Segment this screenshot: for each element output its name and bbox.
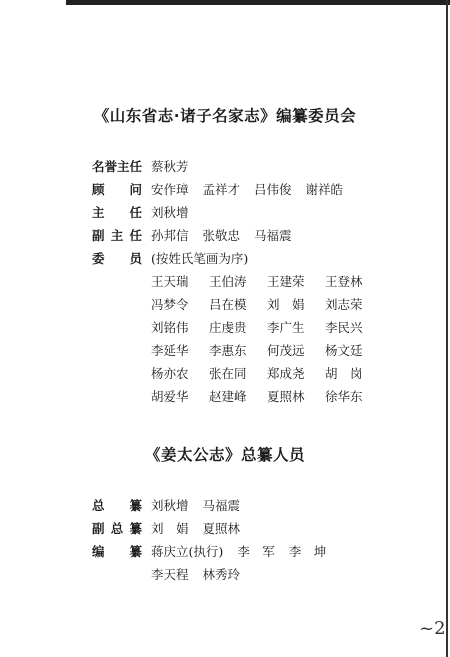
member-name: 王天瑞: [151, 274, 189, 289]
page-corner-mark: ~2: [419, 618, 446, 639]
member-name: 刘志荣: [325, 297, 363, 312]
person-name: 刘秋增: [151, 498, 189, 513]
person-name: 孙邦信: [151, 228, 189, 243]
member-name: 王登林: [325, 274, 363, 289]
name-list: [151, 496, 254, 514]
name-list: [151, 565, 254, 583]
name-list: [151, 203, 203, 221]
member-name: 王伯涛: [209, 274, 247, 289]
person-name: 刘 娟: [151, 521, 189, 536]
person-name: 张敬忠: [202, 228, 241, 243]
person-name: 夏照林: [202, 521, 241, 536]
person-name: 吕伟俊: [254, 182, 292, 197]
member-name: 冯梦令: [151, 297, 189, 312]
member-row: [151, 295, 383, 313]
person-name: 李天程: [151, 567, 189, 582]
member-name: 赵建峰: [209, 389, 247, 404]
role-label: 编 纂: [92, 544, 142, 559]
name-list: [151, 180, 357, 198]
page-right-edge: [446, 0, 448, 657]
committee-title: 《山东省志·诸子名家志》编纂委员会: [93, 107, 357, 125]
name-list: [151, 249, 262, 267]
member-name: 胡 岗: [325, 366, 363, 381]
member-name: 张在同: [209, 366, 247, 381]
member-name: 刘 娟: [267, 297, 305, 312]
person-name: (按姓氏笔画为序): [151, 251, 249, 266]
role-label: 副 总 纂: [92, 521, 142, 536]
person-name: 李 军: [237, 544, 275, 559]
person-name: 林秀玲: [202, 567, 241, 582]
name-list: [151, 519, 254, 537]
member-name: 李惠东: [209, 343, 247, 358]
member-name: 李广生: [267, 320, 305, 335]
member-row: [151, 272, 383, 290]
person-name: 李 坤: [288, 544, 327, 559]
member-name: 李延华: [151, 343, 189, 358]
staff-title: 《姜太公志》总纂人员: [144, 446, 305, 464]
member-name: 吕在模: [209, 297, 247, 312]
person-name: 蒋庆立(执行): [151, 544, 224, 559]
person-name: 马福震: [202, 498, 241, 513]
name-list: [151, 226, 306, 244]
member-name: 杨文廷: [325, 343, 363, 358]
member-name: 夏照林: [267, 389, 305, 404]
name-list: [151, 542, 340, 560]
role-label: 总 纂: [92, 498, 142, 513]
person-name: 谢祥皓: [305, 182, 344, 197]
member-row: [151, 364, 383, 382]
member-name: 郑成尧: [267, 366, 305, 381]
member-name: 胡爱华: [151, 389, 189, 404]
member-row: [151, 318, 383, 336]
top-border-rule: [66, 0, 450, 5]
person-name: 马福震: [254, 228, 292, 243]
role-label: 顾 问: [92, 182, 142, 197]
member-row: [151, 387, 383, 405]
member-name: 徐华东: [325, 389, 363, 404]
person-name: 安作璋: [151, 182, 189, 197]
person-name: 蔡秋芳: [151, 159, 189, 174]
member-name: 王建荣: [267, 274, 305, 289]
role-label: 名 誉 主 任: [92, 159, 143, 174]
role-label: 委 员: [92, 251, 142, 266]
member-name: 刘铭伟: [151, 320, 189, 335]
person-name: 孟祥才: [202, 182, 241, 197]
role-label: 副 主 任: [92, 228, 142, 243]
member-name: 李民兴: [325, 320, 363, 335]
member-name: 庄虔贵: [209, 320, 247, 335]
member-name: 何茂远: [267, 343, 305, 358]
person-name: 刘秋增: [151, 205, 189, 220]
member-row: [151, 341, 383, 359]
role-label: 主 任: [92, 205, 142, 220]
name-list: [151, 157, 203, 175]
member-name: 杨亦农: [151, 366, 189, 381]
